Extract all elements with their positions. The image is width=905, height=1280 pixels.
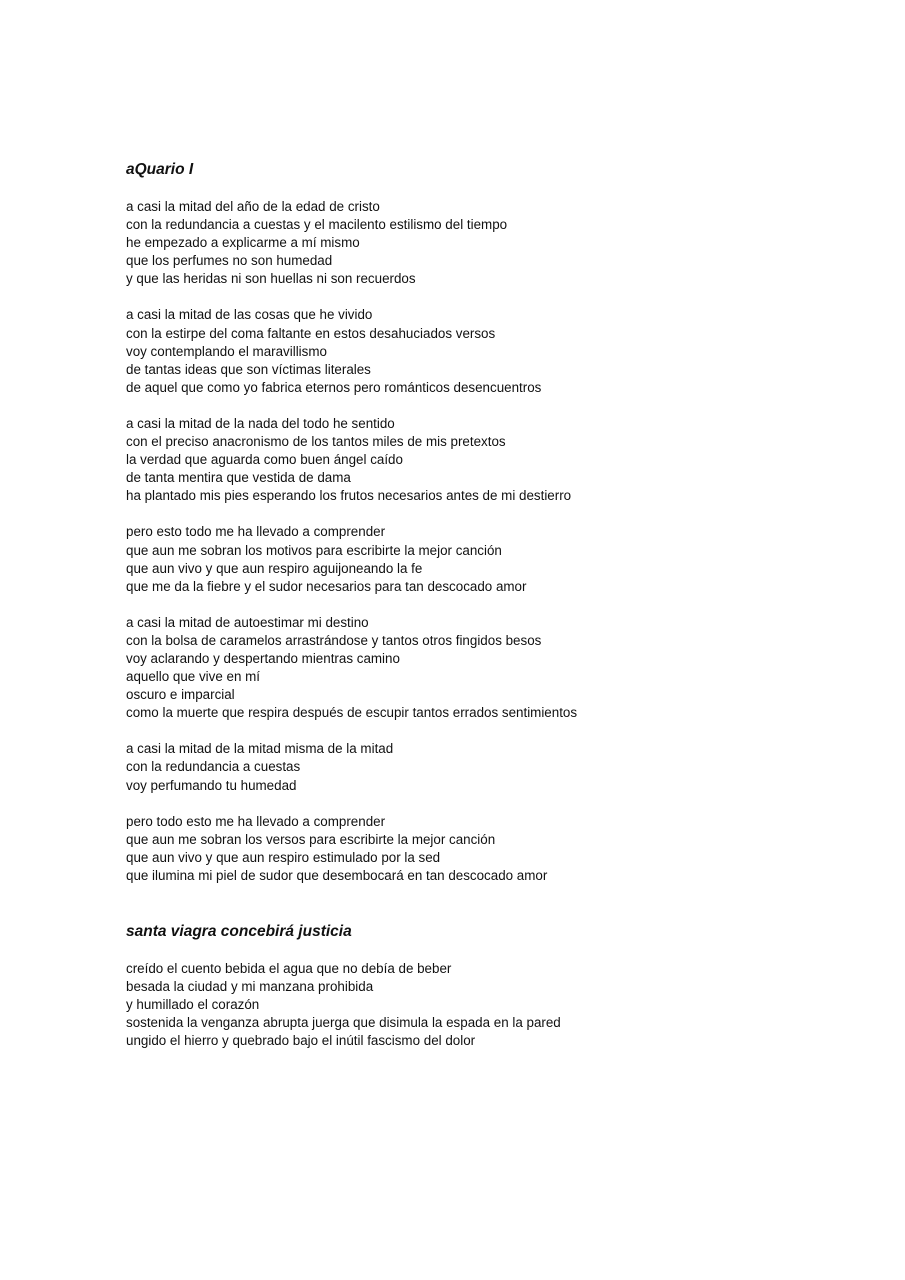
poem-title: santa viagra concebirá justicia [126,923,352,940]
verse-line: que aun vivo y que aun respiro aguijoneando la fe [126,560,423,576]
verse-line: voy aclarando y despertando mientras camino [126,650,400,666]
verse-line: que ilumina mi piel de sudor que desembocará en tan descocado amor [126,867,548,883]
verse-line: y que las heridas ni son huellas ni son recuerdos [126,271,416,287]
verse-line: como la muerte que respira después de escupir tantos errados sentimientos [126,705,578,721]
verse-line: voy contemplando el maravillismo [126,343,327,359]
verse-line: he empezado a explicarme a mí mismo [126,235,360,251]
verse-line: a casi la mitad del año de la edad de cristo [126,199,380,214]
verse-line: con la estirpe del coma faltante en estos desahuciados versos [126,325,496,341]
stanza [126,960,826,1050]
stanza [126,306,826,396]
stanza [126,415,826,505]
verse-line: aquello que vive en mí [126,669,260,685]
stanza [126,614,826,723]
stanza [126,813,826,885]
verse-line: que los perfumes no son humedad [126,253,333,269]
verse-line: pero esto todo me ha llevado a comprender [126,524,386,540]
verse-line: con la redundancia a cuestas y el macilento estilismo del tiempo [126,217,508,233]
verse-line: voy perfumando tu humedad [126,777,297,793]
verse-line: a casi la mitad de las cosas que he vivido [126,307,373,323]
verse-line: a casi la mitad de la nada del todo he sentido [126,415,395,431]
verse-line: la verdad que aguarda como buen ángel caído [126,452,403,468]
verse-line: creído el cuento bebida el agua que no debía de beber [126,961,452,976]
poem-aquario [126,160,826,903]
verse-line: ungido el hierro y quebrado bajo el inútil fascismo del dolor [126,1033,476,1049]
verse-line: que aun vivo y que aun respiro estimulado por la sed [126,849,441,865]
verse-line: con la bolsa de caramelos arrastrándose y tantos otros fingidos besos [126,632,542,648]
verse-line: de aquel que como yo fabrica eternos pero románticos desencuentros [126,379,542,395]
verse-line: pero todo esto me ha llevado a comprender [126,813,386,829]
verse-line: ha plantado mis pies esperando los frutos necesarios antes de mi destierro [126,488,572,504]
poem-title: aQuario I [126,161,194,178]
verse-line: que me da la fiebre y el sudor necesarios para tan descocado amor [126,578,527,594]
verse-line: de tantas ideas que son víctimas literales [126,361,371,377]
verse-line: con la redundancia a cuestas [126,759,301,775]
verse-line: que aun me sobran los motivos para escribirte la mejor canción [126,542,502,558]
verse-line: oscuro e imparcial [126,687,235,703]
verse-line: a casi la mitad de autoestimar mi destino [126,614,369,630]
verse-line: con el preciso anacronismo de los tantos miles de mis pretextos [126,434,506,450]
stanza [126,198,826,288]
stanza [126,523,826,595]
verse-line: que aun me sobran los versos para escribirte la mejor canción [126,831,496,847]
verse-line: a casi la mitad de la mitad misma de la mitad [126,741,394,757]
poem-santa-viagra [126,922,826,1068]
stanza [126,740,826,794]
verse-line: y humillado el corazón [126,997,260,1013]
verse-line: de tanta mentira que vestida de dama [126,470,351,486]
verse-line: sostenida la venganza abrupta juerga que disimula la espada en la pared [126,1015,561,1031]
verse-line: besada la ciudad y mi manzana prohibida [126,979,374,995]
